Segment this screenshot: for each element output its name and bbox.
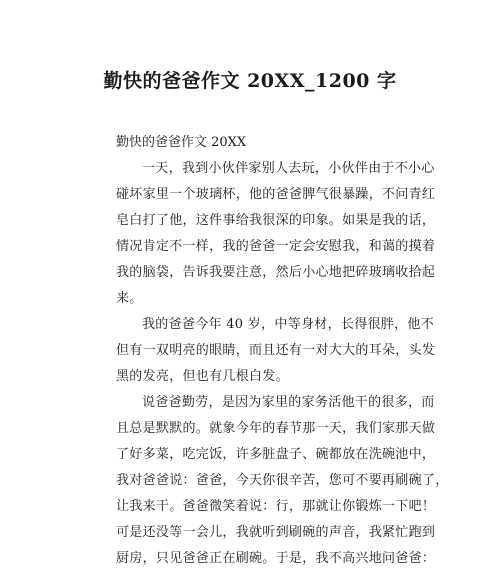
paragraph-line: 一天，我到小伙伴家别人去玩，小伙伴由于不小心 bbox=[142, 161, 435, 176]
document-body bbox=[90, 156, 449, 572]
paragraph-line: 情况肯定不一样，我的爸爸一定会安慰我，和蔼的摸着 bbox=[116, 239, 436, 254]
paragraph-line: 黑的发亮，但也有几根白发。 bbox=[116, 369, 289, 384]
paragraph-line: 碰坏家里一个玻璃杯，他的爸爸脾气很暴躁，不问青红 bbox=[116, 187, 436, 202]
paragraph-line: 我的爸爸今年 40 岁，中等身材，长得很胖，他不 bbox=[142, 317, 435, 332]
paragraph-line: 说爸爸勤劳，是因为家里的家务活他干的很多，而 bbox=[142, 395, 435, 410]
paragraph-line: 我的脑袋，告诉我要注意，然后小心地把碎玻璃收拾起 bbox=[116, 265, 436, 280]
paragraph-2 bbox=[90, 312, 436, 390]
paragraph-1 bbox=[90, 156, 436, 312]
paragraph-line: 我对爸爸说：爸爸，今天你很辛苦，您可不要再刷碗了， bbox=[116, 473, 449, 488]
document-subtitle: 勤快的爸爸作文 20XX bbox=[116, 135, 247, 150]
paragraph-line: 可是还没等一会儿，我就听到刷碗的声音，我紧忙跑到 bbox=[116, 525, 436, 540]
paragraph-line: 了好多菜，吃完饭，许多脏盘子、碗都放在洗碗池中， bbox=[116, 447, 436, 462]
paragraph-line: 让我来干。爸爸微笑着说：行，那就让你锻炼一下吧！ bbox=[116, 499, 436, 514]
paragraph-line: 但有一双明亮的眼睛，而且还有一对大大的耳朵，头发 bbox=[116, 343, 436, 358]
paragraph-3 bbox=[90, 390, 449, 572]
paragraph-line: 且总是默默的。就象今年的春节那一天，我们家那天做 bbox=[116, 421, 436, 436]
paragraph-line: 皂白打了他，这件事给我很深的印象。如果是我的话， bbox=[116, 213, 436, 228]
paragraph-line: 来。 bbox=[116, 291, 143, 306]
paragraph-line: 厨房，只见爸爸正在刷碗。于是，我不高兴地问爸爸： bbox=[116, 551, 436, 566]
document-title: 勤快的爸爸作文 20XX_1200 字 bbox=[103, 70, 397, 92]
